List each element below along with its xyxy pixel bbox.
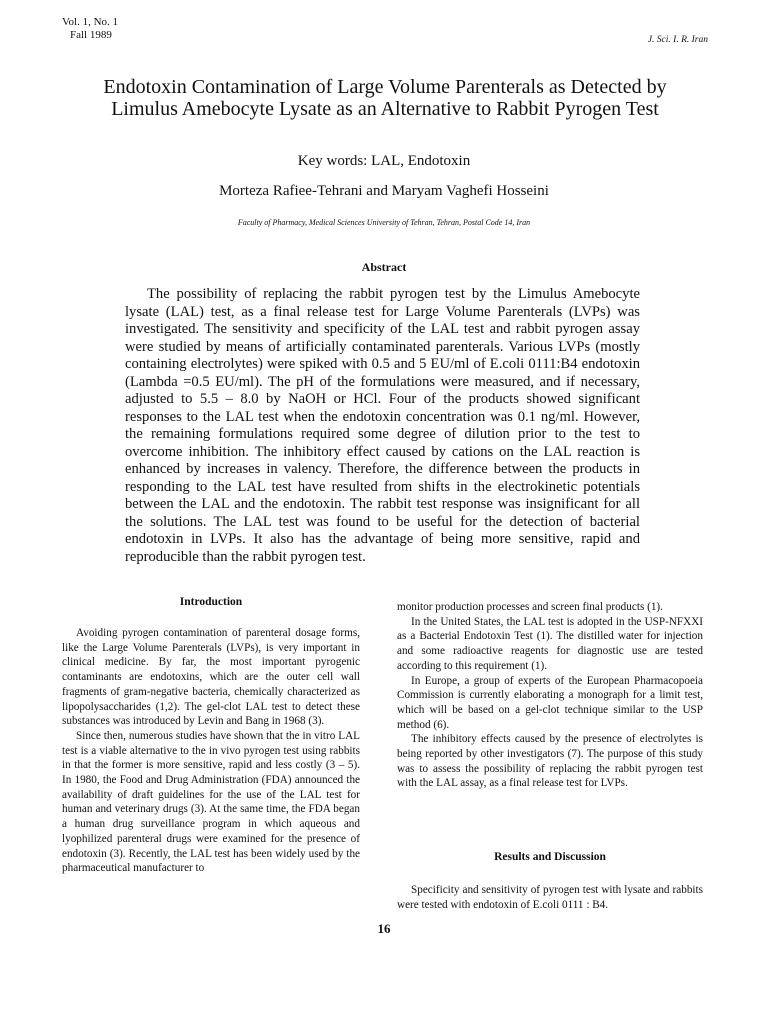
journal-name: J. Sci. I. R. Iran: [647, 35, 708, 45]
intro-paragraph-4: In Europe, a group of experts of the European Pharmacopoeia Commission is currently elaborating a monograph for a limit test, which will be based on a gel-clot technique similar to the USP method (6).: [397, 674, 703, 731]
keywords: Key words: LAL, Endotoxin: [297, 153, 471, 169]
intro-paragraph-2: Since then, numerous studies have shown that the in vitro LAL test is a viable alternative to the in vivo pyrogen test using rabbits in that the former is more sensitive, rapid and less costly (3 – 5). In 1980, the Food and Drug Administration (FDA) announced the availability of draft guidelines for the use of the LAL test for human and veterinary drugs (3). At the same time, the FDA began a human drug surveillance program in which aqueous and lyophilized parenteral drugs were examined for the presence of endotoxin (3). Recently, the LAL test has been widely used by the pharmaceutical manufacturer to: [62, 729, 360, 875]
intro-paragraph-5: The inhibitory effects caused by the presence of electrolytes is being reported by other investigators (7). The purpose of this study was to assess the possibility of replacing the rabbit pyrogen test with the LAL assay, as a final release test for LVPs.: [397, 733, 703, 790]
page-number: 16: [377, 921, 391, 936]
volume-number: Vol. 1, No. 1: [62, 16, 119, 28]
issue-season: Fall 1989: [70, 29, 112, 41]
column-right: [397, 600, 703, 791]
intro-paragraph-1: Avoiding pyrogen contamination of parenteral dosage forms, like the Large Volume Parenterals (LVPs), is very important in clinical medicine. By far, the most important pyrogenic contaminants are endotoxins, which are the outer cell wall fragments of gram-negative bacteria, chemically characterized as lipopolysaccharides (1,2). The gel-clot LAL test to detect these substances was introduced by Levin and Bang in 1968 (3).: [62, 627, 360, 728]
results-body: [397, 883, 703, 912]
authors: Morteza Rafiee-Tehrani and Maryam Vaghefi Hosseini: [219, 183, 549, 199]
intro-paragraph-2-continued: monitor production processes and screen final products (1).: [397, 601, 663, 613]
column-left: [62, 626, 360, 876]
affiliation: Faculty of Pharmacy, Medical Sciences University of Tehran, Tehran, Postal Code 14, Iran: [237, 218, 531, 227]
abstract-heading: Abstract: [361, 260, 407, 274]
volume-info: [62, 16, 118, 42]
abstract-text: The possibility of replacing the rabbit pyrogen test by the Limulus Amebocyte lysate (LAL) test, as a final release test for Large Volume Parenterals (LVPs) was investigated. The sensitivity and specificity of the LAL test and rabbit pyrogen assay were studied by means of artificially contaminated parenterals. Various LVPs (mostly containing electrolytes) were spiked with 0.5 and 5 EU/ml of E.coli 0111:B4 endotoxin (Lambda =0.5 EU/ml). The pH of the formulations were measured, and if necessary, adjusted to 5.5 – 8.0 by NaOH or HCl. Four of the products showed significant responses to the LAL test when the endotoxin concentration was 0.1 ng/ml. However, the remaining formulations required some degree of dilution prior to the test to overcome inhibition. The inhibitory effect caused by cations on the LAL reaction is enhanced by increases in valency. Therefore, the difference between the products in responding to the LAL test have resulted from shifts in the electrokinetic potentials between the LAL and the endotoxin. The rabbit test response was insignificant for all the solutions. The LAL test was found to be useful for the detection of bacterial endotoxin in LVPs. It also has the advantage of being more sensitive, rapid and reproducible than the rabbit pyrogen test.: [125, 286, 640, 565]
intro-paragraph-3: In the United States, the LAL test is adopted in the USP-NFXXI as a Bacterial Endotoxin Test (1). The distilled water for injection and some radioactive reagents for diagnostic use are tested according to this requirement (1).: [397, 615, 703, 672]
results-heading: Results and Discussion: [494, 851, 606, 863]
paper-title: Endotoxin Contamination of Large Volume Parenterals as Detected by Limulus Amebocyte Lysate as an Alternative to Rabbit Pyrogen Test: [103, 76, 667, 120]
introduction-heading: Introduction: [179, 596, 243, 608]
results-paragraph-1: Specificity and sensitivity of pyrogen test with lysate and rabbits were tested with endotoxin of E.coli 0111 : B4.: [397, 884, 703, 911]
